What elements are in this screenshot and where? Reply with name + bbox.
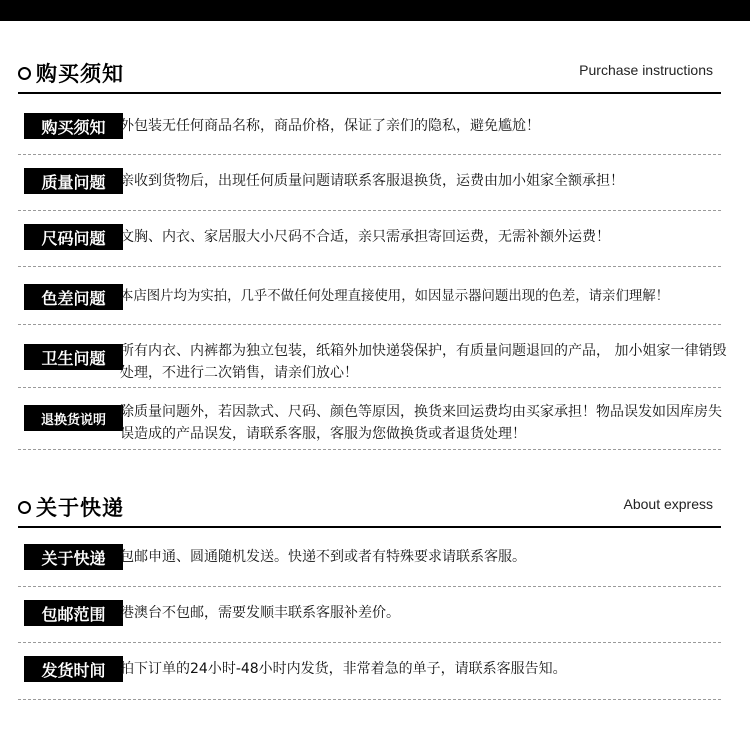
row-label: 发货时间 xyxy=(24,656,123,682)
row-text: 外包装无任何商品名称，商品价格，保证了亲们的隐私，避免尴尬！ xyxy=(120,118,540,134)
section-title-text: 购买须知 xyxy=(36,62,124,86)
info-row xyxy=(18,154,721,211)
circle-icon xyxy=(18,501,31,514)
section-title-text: 关于快递 xyxy=(36,496,124,520)
row-text: 除质量问题外，若因款式、尺码、颜色等原因，换货来回运费均由买家承担！物品误发如因库房失误造成的产品误发，请联系客服，客服为您做换货或者退货处理！ xyxy=(120,404,722,442)
section-header xyxy=(18,52,721,94)
row-label: 卫生问题 xyxy=(24,344,123,370)
section-header xyxy=(18,486,721,528)
row-text: 港澳台不包邮，需要发顺丰联系客服补差价。 xyxy=(120,605,400,621)
row-text: 本店图片均为实拍，几乎不做任何处理直接使用，如因显示器问题出现的色差，请亲们理解！ xyxy=(120,289,670,304)
row-text: 包邮申通、圆通随机发送。快递不到或者有特殊要求请联系客服。 xyxy=(120,549,526,565)
info-row xyxy=(18,266,721,325)
row-label: 质量问题 xyxy=(24,168,123,194)
info-row xyxy=(18,387,721,450)
row-text: 拍下订单的24小时-48小时内发货，非常着急的单子，请联系客服告知。 xyxy=(120,661,567,677)
row-label: 退换货说明 xyxy=(24,405,123,431)
section-title xyxy=(18,58,124,88)
info-row xyxy=(18,642,721,700)
info-row xyxy=(18,104,721,155)
section-subtitle: About express xyxy=(623,496,713,512)
section-title xyxy=(18,492,124,522)
row-label: 色差问题 xyxy=(24,284,123,310)
row-label: 购买须知 xyxy=(24,113,123,139)
top-bar xyxy=(0,0,750,21)
row-text: 亲收到货物后，出现任何质量问题请联系客服退换货，运费由加小姐家全额承担！ xyxy=(120,173,624,189)
row-text: 所有内衣、内裤都为独立包装，纸箱外加快递袋保护，有质量问题退回的产品， 加小姐家一律销毁处理，不进行二次销售，请亲们放心！ xyxy=(120,343,727,381)
row-label: 包邮范围 xyxy=(24,600,123,626)
row-label: 关于快递 xyxy=(24,544,123,570)
info-row xyxy=(18,532,721,587)
info-row xyxy=(18,324,727,388)
circle-icon xyxy=(18,67,31,80)
info-row xyxy=(18,586,721,643)
info-row xyxy=(18,210,721,267)
section-subtitle: Purchase instructions xyxy=(579,62,713,78)
row-label: 尺码问题 xyxy=(24,224,123,250)
row-text: 文胸、内衣、家居服大小尺码不合适，亲只需承担寄回运费，无需补额外运费！ xyxy=(120,229,610,245)
